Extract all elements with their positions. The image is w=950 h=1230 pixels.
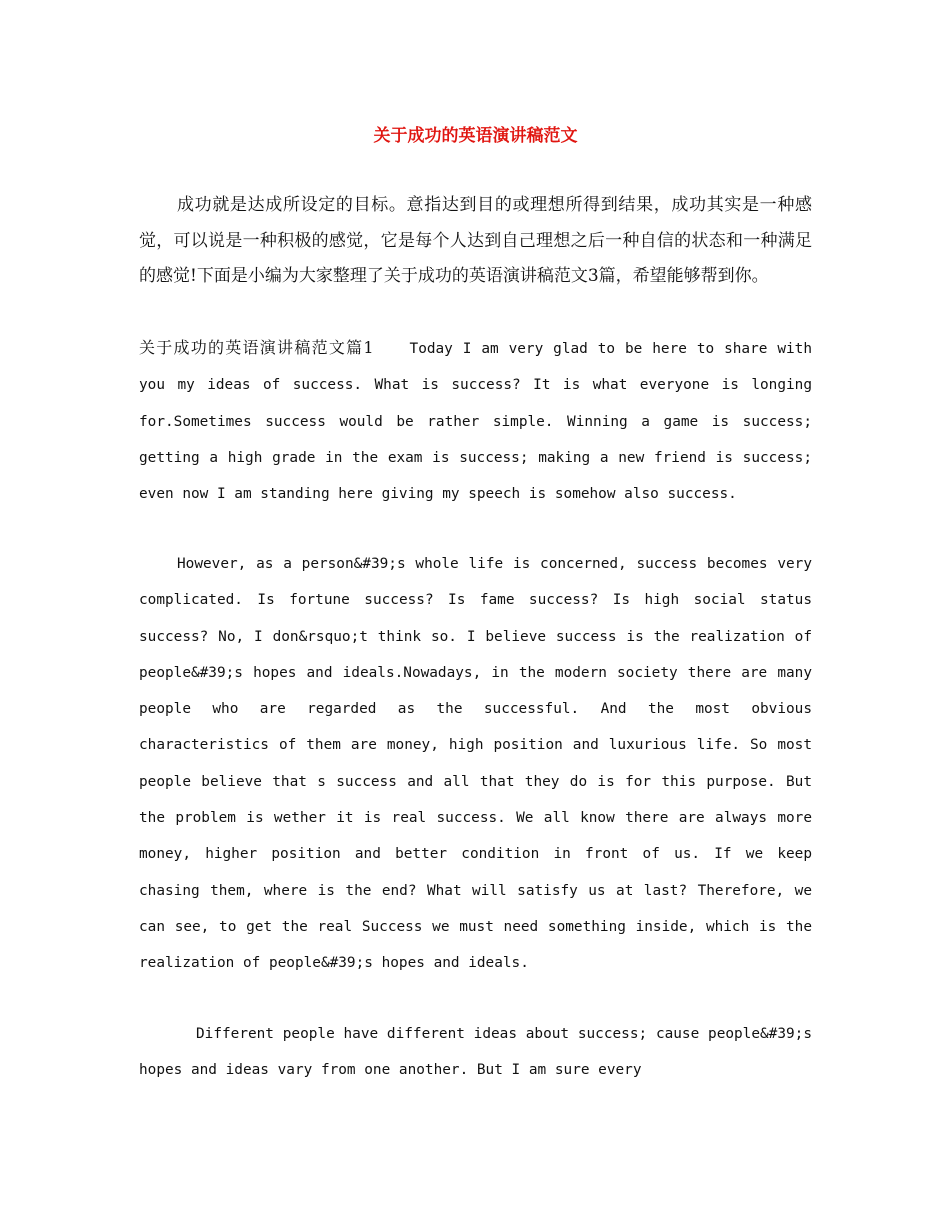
document-page — [139, 0, 812, 1230]
paragraph-2: However, as a person&#39;s whole life is concerned, success becomes very complicated. Is fortune success? Is fame success? Is high social status success? No, I don&rsquo;t think so. I believe success is the realization of people&#39;s hopes and ideals.Nowadays, in the modern society there are many people who are regarded as the successful. And the most obvious characteristics of them are money, high position and luxurious life. So most people believe that s success and all that they do is for this purpose. But the problem is wether it is real success. We all know there are always more money, higher position and better condition in front of us. If we keep chasing them, where is the end? What will satisfy us at last? Therefore, we can see, to get the real Success we must need something inside, which is the realization of people&#39;s hopes and ideals. — [139, 556, 812, 972]
paragraph-1 — [139, 330, 812, 512]
intro-paragraph: 成功就是达成所设定的目标。意指达到目的或理想所得到结果，成功其实是一种感觉，可以说是一种积极的感觉，它是每个人达到自己理想之后一种自信的状态和一种满足的感觉!下面是小编为大家整理了关于成功的英语演讲稿范文3篇，希望能够帮到你。 — [139, 195, 812, 287]
paragraph-3: Different people have different ideas about success; cause people&#39;s hopes and ideas vary from one another. But I am sure every — [139, 1026, 812, 1079]
paragraph-1-text: Today I am very glad to be here to share with you my ideas of success. What is success? It is what everyone is longing for.Sometimes success would be rather simple. Winning a game is success; getting a high grade in the exam is success; making a new friend is success; even now I am standing here giving my speech is somehow also success. — [139, 341, 812, 503]
section-heading: 关于成功的英语演讲稿范文篇1 — [139, 338, 374, 357]
document-title: 关于成功的英语演讲稿范文 — [373, 126, 578, 146]
